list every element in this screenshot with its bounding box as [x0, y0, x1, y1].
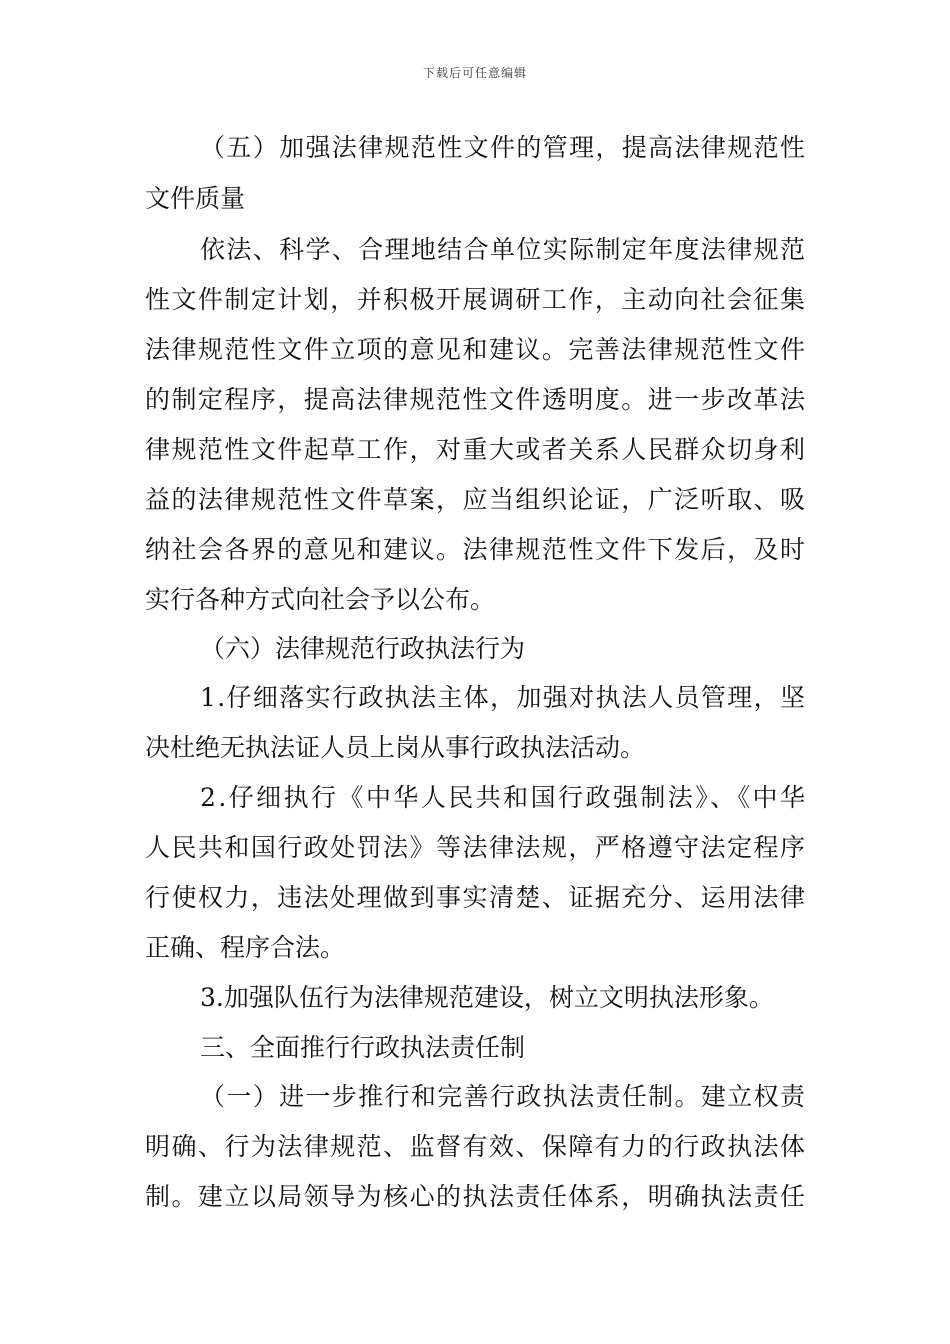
page-header: 下载后可任意编辑: [422, 66, 527, 80]
text-line: 法律规范性文件立项的意见和建议。完善法律规范性文件: [145, 335, 807, 364]
text-line: 行使权力，违法处理做到事实清楚、证据充分、运用法律: [145, 883, 807, 912]
text-line: 人民共和国行政处罚法》等法律法规，严格遵守法定程序: [145, 833, 807, 862]
text-line: （一）进一步推行和完善行政执法责任制。建立权责: [200, 1082, 807, 1111]
text-line: 实行各种方式向社会予以公布。: [145, 585, 496, 614]
text-line: 纳社会各界的意见和建议。法律规范性文件下发后，及时: [145, 535, 807, 564]
text-line: 明确、行为法律规范、监督有效、保障有力的行政执法体: [145, 1132, 807, 1161]
text-line: 2.仔细执行《中华人民共和国行政强制法》、《中华: [200, 783, 808, 812]
text-line: 3.加强队伍行为法律规范建设，树立文明执法形象。: [200, 983, 774, 1012]
text-line: 正确、程序合法。: [145, 933, 346, 962]
text-line: 律规范性文件起草工作，对重大或者关系人民群众切身利: [145, 435, 807, 464]
text-line: 1.仔细落实行政执法主体，加强对执法人员管理，坚: [200, 683, 807, 712]
text-line: 益的法律规范性文件草案，应当组织论证，广泛听取、吸: [145, 485, 807, 514]
text-line: 依法、科学、合理地结合单位实际制定年度法律规范: [200, 235, 807, 264]
text-line: 的制定程序，提高法律规范性文件透明度。进一步改革法: [145, 385, 807, 414]
text-line: （五）加强法律规范性文件的管理，提高法律规范性: [200, 133, 807, 162]
text-line: 决杜绝无执法证人员上岗从事行政执法活动。: [145, 733, 646, 762]
text-line: 文件质量: [145, 184, 246, 213]
text-line: 性文件制定计划，并积极开展调研工作，主动向社会征集: [145, 285, 807, 314]
text-line: 制。建立以局领导为核心的执法责任体系，明确执法责任: [145, 1182, 807, 1211]
section-heading: （六）法律规范行政执法行为: [200, 634, 526, 663]
section-heading: 三、全面推行行政执法责任制: [200, 1033, 526, 1062]
